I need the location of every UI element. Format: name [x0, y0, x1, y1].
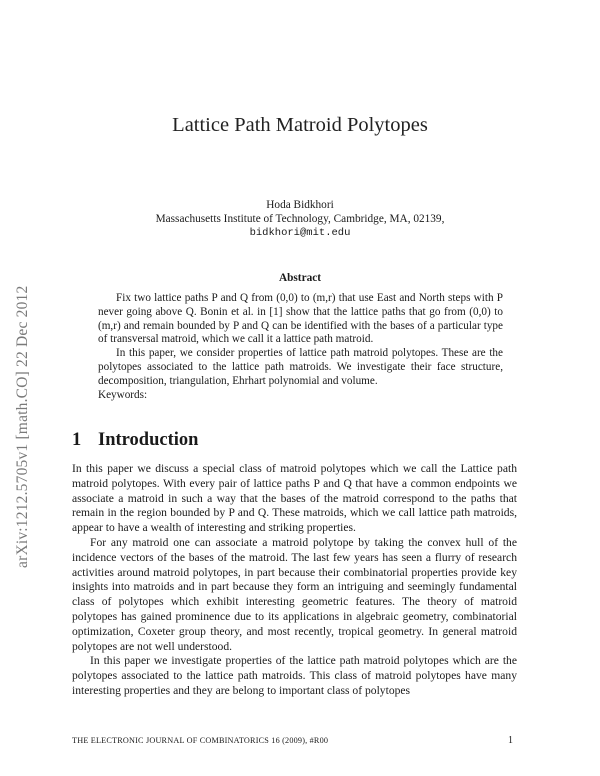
author-affiliation: Massachusetts Institute of Technology, Cambridge, MA, 02139,	[155, 213, 445, 225]
author-email[interactable]: bidkhori@mit.edu	[249, 227, 351, 239]
body-paragraph: In this paper we discuss a special class of matroid polytopes which we call the Lattice path matroid polytopes. With every pair of lattice paths P and Q that have a common endpoints we associate a matroid in such a way that the bases of the matroid correspond to the paths that remain in the region bounded by P and Q. These matroids, which we call lattice path matroids, appear to have a wealth of interesting and striking properties.	[72, 462, 517, 535]
abstract-paragraph: In this paper, we consider properties of lattice path matroid polytopes. These are the polytopes associated to the lattice path matroids. We investigate their face structure, decomposition, triangulation, Ehrhart polynomial and volume.	[98, 347, 503, 387]
page-number: 1	[508, 735, 513, 746]
abstract-body	[98, 292, 503, 402]
paper-title: Lattice Path Matroid Polytopes	[172, 114, 428, 136]
body-paragraph: In this paper we investigate properties of the lattice path matroid polytopes which are the polytopes associated to the lattice path matroids. This class of matroid polytopes have many interesting properties and they are belong to important class of polytopes	[72, 654, 517, 697]
abstract-heading: Abstract	[278, 272, 322, 284]
section-heading	[72, 430, 198, 451]
arxiv-identifier: arXiv:1212.5705v1 [math.CO] 22 Dec 2012	[14, 285, 31, 568]
introduction-body	[72, 462, 517, 699]
author-name: Hoda Bidkhori	[266, 199, 334, 211]
section-number: 1	[72, 430, 82, 450]
abstract-keywords: Keywords:	[98, 388, 148, 401]
journal-footer: THE ELECTRONIC JOURNAL OF COMBINATORICS 16 (2009), #R00	[72, 736, 329, 745]
abstract-paragraph: Fix two lattice paths P and Q from (0,0) to (m,r) that use East and North steps with P never going above Q. Bonin et al. in [1] show that the lattice paths that go from (0,0) to (m,r) and remain bounded by P and Q can be identified with the bases of a particular type of transversal matroid, which we call it a lattice path matroid.	[98, 292, 503, 346]
body-paragraph: For any matroid one can associate a matroid polytope by taking the convex hull of the incidence vectors of the bases of the matroid. The last few years has seen a flurry of research activities around matroid polytopes, in part because their combinatorial properties provide key insights into matroids and in part because they form an intriguing and seemingly fundamental class of polytopes which exhibit interesting geometric features. The theory of matroid polytopes has gained prominence due to its applications in algebraic geometry, combinatorial optimization, Coxeter group theory, and most recently, tropical geometry. In general matroid polytopes are not well understood.	[72, 535, 517, 653]
section-title: Introduction	[98, 430, 199, 450]
